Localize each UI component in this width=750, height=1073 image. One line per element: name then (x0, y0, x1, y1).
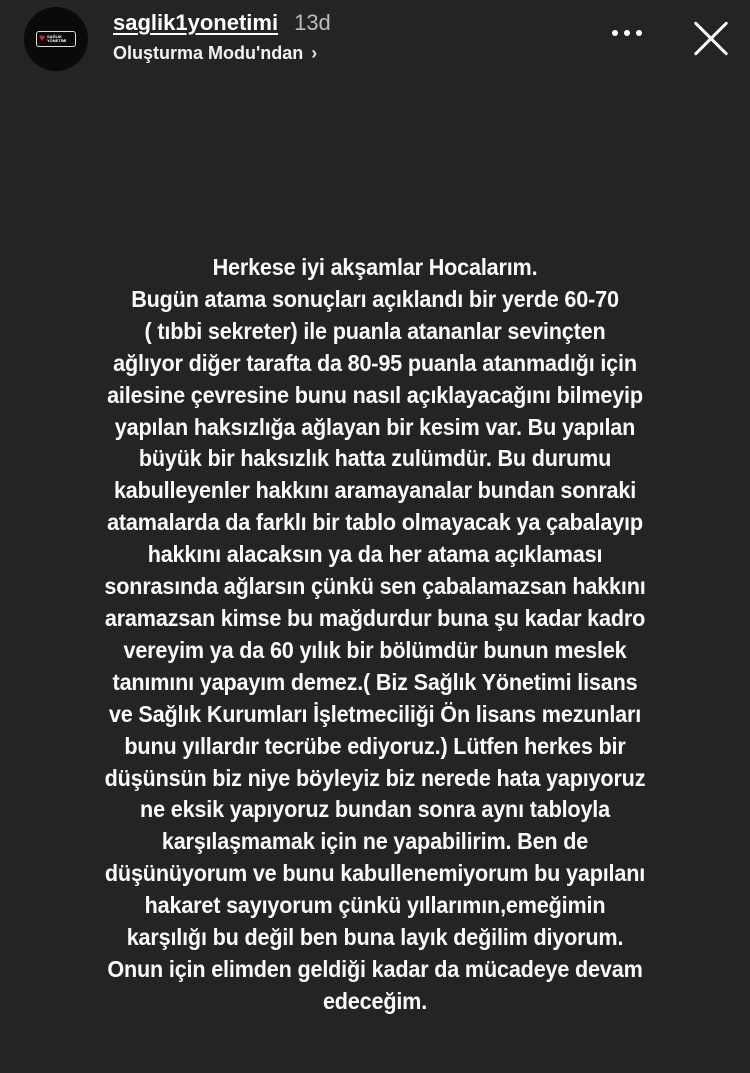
story-header (0, 0, 750, 80)
story-text-line: ve Sağlık Kurumları İşletmeciliği Ön lisans mezunları (108, 700, 642, 727)
story-text-line: edeceğim. (322, 987, 428, 1014)
story-text-line: karşılaşmamak için ne yapabilirim. Ben de (161, 828, 589, 855)
more-horizontal-icon (624, 30, 630, 36)
story-text-line: ne eksik yapıyoruz bundan sonra aynı tabloyla (140, 796, 610, 823)
story-text-line: sonrasında ağlarsın çünkü sen çabalamazsan hakkını (104, 573, 646, 600)
avatar[interactable] (24, 7, 88, 71)
story-text-line: tanımını yapayım demez.( Biz Sağlık Yönetimi lisans (112, 668, 638, 695)
story-text-line: ağlıyor diğer tarafta da 80-95 puanla atanmadığı için (113, 349, 637, 376)
story-text (20, 252, 730, 1018)
story-text-line: hakkını alacaksın ya da her atama açıklaması (147, 541, 603, 568)
create-mode-link[interactable] (113, 43, 317, 64)
story-text-line: kabulleyenler hakkını aramayanalar bundan sonraki (113, 477, 637, 504)
more-horizontal-icon (612, 30, 618, 36)
story-text-line: aramazsan kimse bu mağdurdur buna şu kadar kadro (104, 604, 646, 631)
story-text-line: hakaret sayıyorum çünkü yıllarımın,emeğimin (144, 892, 606, 919)
story-text-line: karşılığı bu değil ben buna layık değilim diyorum. (126, 924, 624, 951)
story-text-line: düşünüyorum ve bunu kabullenemiyorum bu yapılanı (104, 860, 646, 887)
story-text-line: Bugün atama sonuçları açıklandı bir yerde 60-70 (131, 285, 619, 312)
avatar-logo (36, 31, 76, 47)
story-text-line: yapılan haksızlığa ağlayan bir kesim var. Bu yapılan (114, 413, 636, 440)
more-options-button[interactable] (612, 30, 642, 36)
user-line (113, 10, 331, 36)
story-text-line: atamalarda da farklı bir tablo olmayacak ya çabalayıp (107, 509, 643, 536)
story-text-line: bunu yıllardır tecrübe ediyoruz.) Lütfen herkes bir (124, 732, 626, 759)
chevron-right-icon: › (311, 43, 318, 63)
story-text-line: ailesine çevresine bunu nasıl açıklayacağını bilmeyip (107, 381, 643, 408)
more-horizontal-icon (636, 30, 642, 36)
time-ago: 13d (294, 10, 331, 35)
story-text-line: Herkese iyi akşamlar Hocalarım. (212, 254, 538, 280)
close-button[interactable] (690, 18, 732, 60)
story-text-line: büyük bir haksızlık hatta zulümdür. Bu durumu (138, 445, 612, 472)
create-mode-label: Oluşturma Modu'ndan (113, 43, 304, 63)
story-text-line: düşünsün biz niye böyleyiz biz nerede hata yapıyoruz (104, 764, 646, 791)
heart-icon: ♥ (39, 33, 45, 44)
avatar-logo-text: SAĞLIK YÖNETİMİ (46, 34, 67, 43)
username-link[interactable]: saglik1yonetimi (113, 10, 279, 35)
story-text-line: vereyim ya da 60 yılık bir bölümdür bunun meslek (123, 636, 627, 663)
story-text-line: ( tıbbi sekreter) ile puanla atananlar sevinçten (144, 317, 606, 344)
story-text-line: Onun için elimden geldiği kadar da mücadeye devam (107, 955, 643, 982)
